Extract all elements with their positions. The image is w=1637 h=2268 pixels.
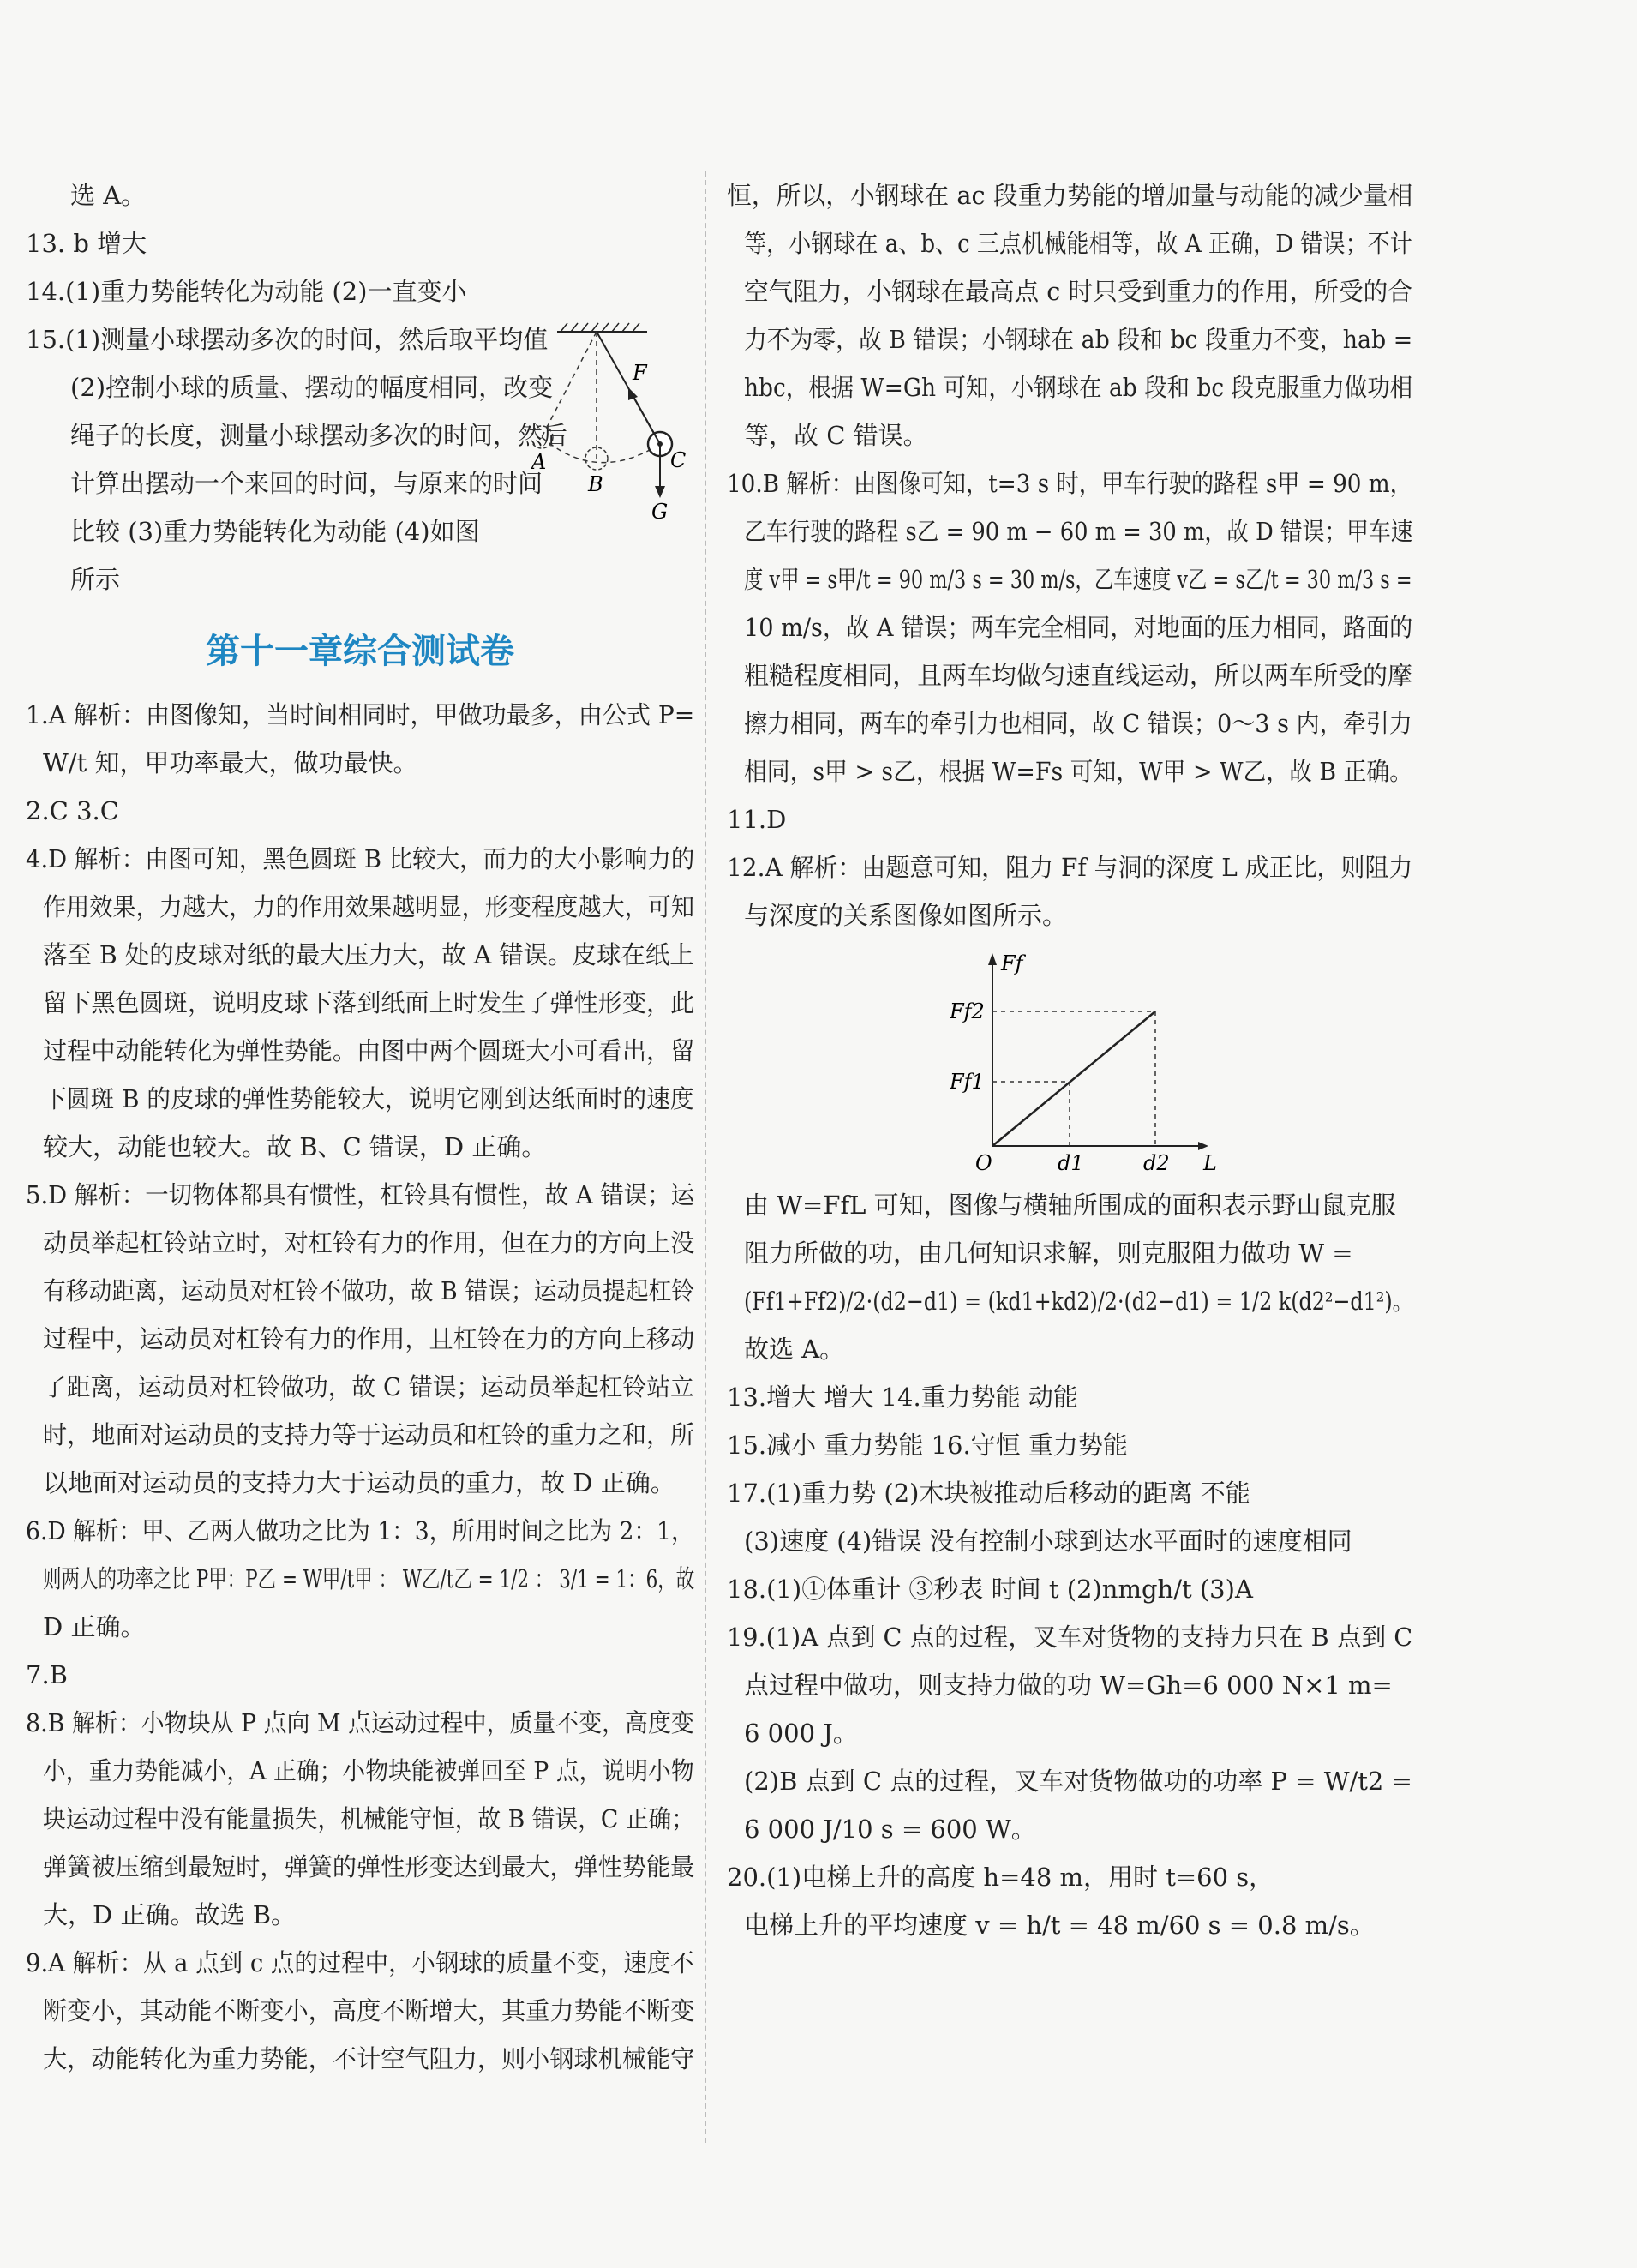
text-line: 10 m/s，故 A 错误；两车完全相同，对地面的压力相同，路面的: [744, 613, 1413, 642]
text-line: 2.C 3.C: [26, 796, 119, 825]
text-line: 动员举起杠铃站立时，对杠铃有力的作用，但在力的方向上没: [43, 1228, 695, 1257]
label-a: A: [531, 450, 547, 474]
text-line: 了距离，运动员对杠铃做功，故 C 错误；运动员举起杠铃站立: [43, 1372, 694, 1401]
text-line: 乙车行驶的路程 s乙 = 90 m − 60 m = 30 m，故 D 错误；甲车速: [744, 517, 1413, 546]
text-line: 7.B: [26, 1660, 68, 1689]
text-line: 与深度的关系图像如图所示。: [744, 901, 1068, 930]
right-column: [727, 171, 1412, 1949]
text-line: D 正确。: [43, 1612, 146, 1641]
text-line: 大，动能转化为重力势能，不计空气阻力，则小钢球机械能守: [43, 2044, 695, 2073]
text-line: 18.(1)①体重计 ③秒表 时间 t (2)nmgh/t (3)A: [727, 1575, 1253, 1604]
text-line: (3)速度 (4)错误 没有控制小球到达水平面时的速度相同: [744, 1527, 1352, 1556]
text-line: (2)控制小球的质量、摆动的幅度相同，改变: [70, 373, 554, 402]
text-line: 作用效果，力越大，力的作用效果越明显，形变程度越大，可知: [43, 892, 695, 921]
text-line: 电梯上升的平均速度 v = h/t = 48 m/60 s = 0.8 m/s。: [744, 1911, 1375, 1940]
text-line: 粗糙程度相同，且两车均做匀速直线运动，所以两车所受的摩: [744, 661, 1412, 690]
text-line: W/t 知，甲功率最大，做功最快。: [43, 748, 418, 777]
text-line: 14.(1)重力势能转化为动能 (2)一直变小: [26, 277, 467, 306]
text-line: 时，地面对运动员的支持力等于运动员和杠铃的重力之和，所: [43, 1420, 695, 1449]
tick-ff1: Ff1: [950, 1070, 985, 1094]
x-axis-label: L: [1203, 1151, 1217, 1175]
text-line: 擦力相同，两车的牵引力也相同，故 C 错误；0～3 s 内，牵引力: [744, 709, 1412, 738]
text-line: 过程中，运动员对杠铃有力的作用，且杠铃在力的方向上移动: [43, 1324, 695, 1353]
text-line: 以地面对运动员的支持力大于运动员的重力，故 D 正确。: [43, 1468, 675, 1497]
text-line: hbc，根据 W=Gh 可知，小钢球在 ab 段和 bc 段克服重力做功相: [744, 373, 1413, 402]
text-line: 13. b 增大: [26, 229, 147, 258]
text-line: 4.D 解析：由图可知，黑色圆斑 B 比较大，而力的大小影响力的: [26, 844, 695, 873]
x-axis-arrow: [1198, 1142, 1208, 1150]
text-line: 5.D 解析：一切物体都具有惯性，杠铃具有惯性，故 A 错误；运: [26, 1180, 695, 1209]
text-line: 比较 (3)重力势能转化为动能 (4)如图: [70, 517, 480, 546]
text-line: 故选 A。: [744, 1335, 845, 1364]
text-line: 空气阻力，小钢球在最高点 c 时只受到重力的作用，所受的合: [744, 277, 1413, 306]
text-line: 点过程中做功，则支持力做的功 W=Gh=6 000 N×1 m=: [744, 1671, 1393, 1700]
text-line: 留下黑色圆斑，说明皮球下落到纸面上时发生了弹性形变，此: [43, 988, 695, 1017]
text-line: 相同，s甲 > s乙，根据 W=Fs 可知，W甲 > W乙，故 B 正确。: [744, 757, 1413, 786]
label-g: G: [651, 500, 669, 524]
text-line: 大，D 正确。故选 B。: [43, 1900, 296, 1929]
text-line: 绳子的长度，测量小球摆动多次的时间，然后: [70, 421, 568, 450]
text-line: 6.D 解析：甲、乙两人做功之比为 1：3，所用时间之比为 2：1，: [26, 1516, 694, 1545]
text-line: 9.A 解析：从 a 点到 c 点的过程中，小钢球的质量不变，速度不: [26, 1948, 694, 1977]
text-line: 15.(1)测量小球摆动多次的时间，然后取平均值: [26, 325, 549, 354]
text-line: 度 v甲 = s甲/t = 90 m/3 s = 30 m/s，乙车速度 v乙 = s乙/t = 30 m/3 s =: [744, 565, 1412, 594]
y-axis-arrow: [988, 953, 997, 965]
tick-d1: d1: [1058, 1151, 1084, 1175]
text-line: 有移动距离，运动员对杠铃不做功，故 B 错误；运动员提起杠铃: [43, 1276, 695, 1305]
text-line: 6 000 J/10 s = 600 W。: [744, 1815, 1036, 1844]
text-line: 阻力所做的功，由几何知识求解，则克服阻力做功 W =: [744, 1239, 1353, 1268]
left-answers: [26, 691, 694, 2083]
label-c: C: [670, 448, 687, 472]
right-answers-top: [727, 171, 1412, 939]
text-line: (2)B 点到 C 点的过程，叉车对货物做功的功率 P = W/t2 =: [744, 1767, 1412, 1796]
text-line: 15.减小 重力势能 16.守恒 重力势能: [727, 1431, 1128, 1460]
text-line: (Ff1+Ff2)/2·(d2−d1) = (kd1+kd2)/2·(d2−d1) = 1/2 k(d2²−d1²)。: [744, 1287, 1413, 1316]
ff-line: [992, 1011, 1155, 1146]
text-line: 块运动过程中没有能量损失，机械能守恒，故 B 错误，C 正确；: [43, 1804, 694, 1833]
text-line: 17.(1)重力势 (2)木块被推动后移动的距离 不能: [727, 1479, 1250, 1508]
text-line: 下圆斑 B 的皮球的弹性势能较大，说明它刚到达纸面时的速度: [43, 1084, 694, 1113]
text-line: 断变小，其动能不断变小，高度不断增大，其重力势能不断变: [43, 1996, 695, 2025]
label-b: B: [588, 472, 603, 496]
text-line: 11.D: [727, 805, 787, 834]
text-line: 19.(1)A 点到 C 点的过程，叉车对货物的支持力只在 B 点到 C: [727, 1623, 1413, 1652]
text-line: 所示: [70, 565, 121, 594]
text-line: 10.B 解析：由图像可知，t=3 s 时，甲车行驶的路程 s甲 = 90 m，: [727, 469, 1412, 498]
dashed-string-a: [542, 332, 597, 437]
text-line: 20.(1)电梯上升的高度 h=48 m，用时 t=60 s，: [727, 1863, 1274, 1892]
text-line: 6 000 J。: [744, 1719, 858, 1748]
chapter-title: 第十一章综合测试卷: [206, 632, 514, 671]
text-line: 等，故 C 错误。: [744, 421, 928, 450]
text-line: 12.A 解析：由题意可知，阻力 Ff 与洞的深度 L 成正比，则阻力: [727, 853, 1413, 882]
tick-d2: d2: [1143, 1151, 1170, 1175]
text-line: 8.B 解析：小物块从 P 点向 M 点运动过程中，质量不变，高度变: [26, 1708, 694, 1737]
swing-arc: [542, 437, 660, 463]
text-line: 恒，所以，小钢球在 ac 段重力势能的增加量与动能的减少量相: [727, 181, 1413, 210]
ff-vs-l-graph: [950, 945, 1224, 1176]
text-line: 较大，动能也较大。故 B、C 错误，D 正确。: [43, 1132, 547, 1161]
ceiling-hatch: [557, 323, 647, 332]
text-line: 13.增大 增大 14.重力势能 动能: [727, 1383, 1078, 1412]
text-line: 等，小钢球在 a、b、c 三点机械能相等，故 A 正确，D 错误；不计: [744, 229, 1412, 258]
pendulum-figure: [531, 321, 690, 527]
text-line: 由 W=FfL 可知，图像与横轴所围成的面积表示野山鼠克服: [744, 1191, 1396, 1220]
origin-label: O: [975, 1151, 992, 1175]
y-axis-label: Ff: [1001, 951, 1023, 975]
text-line: 则两人的功率之比 P甲：P乙 = W甲/t甲 ： W乙/t乙 = 1/2 ： 3/1 = 1：6，故: [43, 1564, 695, 1593]
label-f: F: [633, 361, 647, 385]
text-line: 小，重力势能减小，A 正确；小物块能被弹回至 P 点，说明小物: [43, 1756, 694, 1785]
right-answers-bottom: [727, 1181, 1412, 1949]
text-line: 1.A 解析：由图像知，当时间相同时，甲做功最多，由公式 P=: [26, 700, 695, 729]
text-line: 落至 B 处的皮球对纸的最大压力大，故 A 错误。皮球在纸上: [43, 940, 694, 969]
arrowhead-f: [628, 387, 638, 400]
text-line: 弹簧被压缩到最短时，弹簧的弹性形变达到最大，弹性势能最: [43, 1852, 695, 1881]
text-line: 过程中动能转化为弹性势能。由图中两个圆斑大小可看出，留: [43, 1036, 695, 1065]
text-line: 力不为零，故 B 错误；小钢球在 ab 段和 bc 段重力不变，hab =: [744, 325, 1413, 354]
force-arrow-f: [633, 395, 660, 444]
tick-ff2: Ff2: [950, 999, 985, 1023]
text-line: 计算出摆动一个来回的时间，与原来的时间: [70, 469, 543, 498]
text-line: 选 A。: [70, 181, 147, 210]
arrowhead-g: [655, 486, 665, 498]
